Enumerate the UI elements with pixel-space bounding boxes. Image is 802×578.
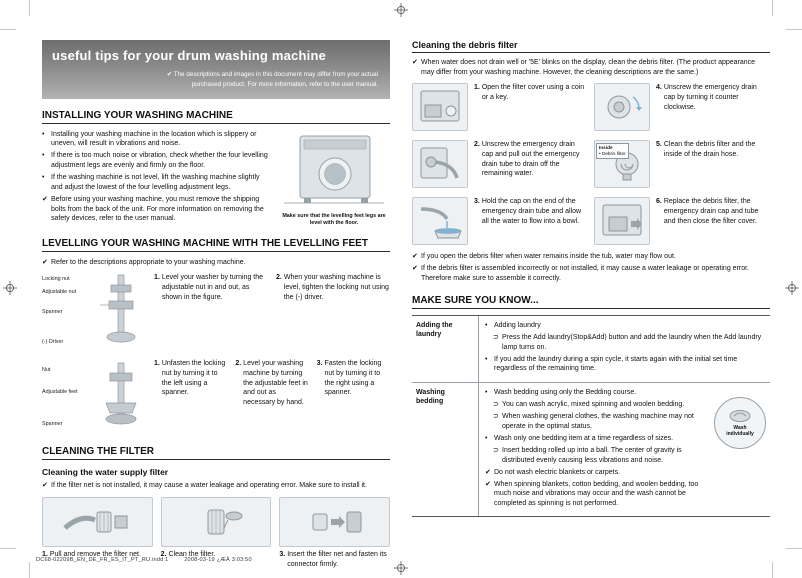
levelling-intro-text: Refer to the descriptions appropriate to your washing machine. bbox=[51, 258, 246, 266]
filter-note bbox=[42, 481, 390, 491]
step-number: 2. bbox=[235, 360, 242, 368]
step-text: Level your washing machine by turning the adjustable feet in and out as necessary by hand. bbox=[243, 360, 308, 406]
registration-mark-right bbox=[785, 281, 799, 295]
filter-step-2-illustration bbox=[161, 497, 272, 547]
list-item-text: Installing your washing machine in the location which is slippery or uneven, will result in vibrations and noise. bbox=[51, 130, 257, 148]
note-text: If the debris filter is assembled incorrectly or not installed, it may cause a water leakage or operating error. Therefore make sure to assemble it correctly. bbox=[421, 265, 749, 283]
footer-filename: DC68-02209B_EN_DE_FR_ES_IT_PT_RU.indd 1 bbox=[36, 557, 169, 563]
list-item bbox=[485, 468, 712, 478]
step bbox=[474, 140, 588, 188]
step-number: 2. bbox=[276, 274, 282, 282]
sub-bullet-marker: ⊃ bbox=[493, 400, 499, 408]
print-footer bbox=[36, 557, 266, 563]
row-content bbox=[479, 383, 770, 517]
drain-tube-illustration bbox=[415, 144, 465, 184]
step-number: 3. bbox=[474, 198, 480, 206]
row-label: Adding the laundry bbox=[412, 316, 479, 382]
unscrew-cap-illustration bbox=[597, 87, 647, 127]
washer-figure bbox=[278, 130, 390, 227]
list-item bbox=[485, 388, 712, 398]
sub-bullet-marker: ⊃ bbox=[493, 333, 499, 341]
registration-mark-bottom bbox=[394, 561, 408, 575]
list-item bbox=[493, 333, 764, 352]
check-mark-icon: ✔ bbox=[42, 258, 48, 266]
debris-step-5-illustration bbox=[594, 140, 650, 188]
replace-filter-illustration bbox=[597, 201, 647, 241]
debris-filter-label: • Debris filter bbox=[599, 151, 626, 157]
step bbox=[474, 197, 588, 245]
bullet-marker: • bbox=[42, 152, 45, 160]
page-title-banner bbox=[42, 40, 390, 99]
section-heading-make-sure: MAKE SURE YOU KNOW... bbox=[412, 295, 770, 309]
sub-bullet-marker: ⊃ bbox=[493, 446, 499, 454]
step-text: Open the filter cover using a coin or a key. bbox=[481, 84, 585, 101]
step-number: 2. bbox=[474, 141, 480, 149]
step-number: 1. bbox=[474, 84, 480, 92]
section-make-sure-you-know bbox=[412, 295, 770, 518]
step bbox=[474, 83, 588, 131]
inside-label: Inside bbox=[599, 145, 613, 151]
row-label: Washing bedding bbox=[412, 383, 479, 517]
hose-pull-illustration bbox=[61, 502, 133, 542]
list-item-text: Wash only one bedding item at a time regardless of sizes. bbox=[494, 434, 674, 442]
crop-mark bbox=[786, 29, 802, 30]
levelling-steps-b bbox=[154, 359, 390, 435]
debris-steps-grid bbox=[412, 83, 770, 245]
step-text: Replace the debris filter, the emergency drain cap and tube and then close the filter cover. bbox=[663, 198, 759, 225]
filter-insert-illustration bbox=[299, 502, 371, 542]
crop-mark bbox=[772, 0, 773, 16]
crop-mark bbox=[29, 0, 30, 16]
banner-note-line2: purchased product. For more information, refer to the user manual. bbox=[191, 80, 378, 88]
list-item-text: If there is too much noise or vibration, check whether the four levelling adjustment legs are evenly and firmly on the floor. bbox=[51, 152, 268, 169]
adjustable-foot-illustration bbox=[98, 359, 144, 435]
registration-mark-left bbox=[3, 281, 17, 295]
list-item bbox=[42, 151, 272, 170]
crop-mark bbox=[0, 29, 16, 30]
washer-figure-caption: Make sure that the levelling feet legs are level with the floor. bbox=[282, 212, 386, 226]
list-item-text: When spinning blankets, cotton bedding, and woolen bedding, too much noise and vibrations may occur and the wash cannot be completed as spinning is not performed. bbox=[494, 480, 699, 508]
step-text: Hold the cap on the end of the emergency drain tube and allow all the water to flow into a bowl. bbox=[481, 198, 582, 225]
inside-debris-label bbox=[596, 143, 629, 159]
step bbox=[279, 550, 390, 569]
check-mark-icon: ✔ bbox=[42, 195, 48, 203]
step-text: Level your washer by turning the adjustable nut in and out, as shown in the figure. bbox=[161, 274, 264, 301]
row-content bbox=[479, 316, 770, 382]
bullet-marker: • bbox=[485, 321, 488, 329]
section-levelling bbox=[42, 238, 390, 436]
left-column bbox=[42, 40, 390, 569]
levelling-block-b bbox=[42, 359, 390, 435]
note bbox=[412, 252, 770, 262]
know-table bbox=[412, 315, 770, 518]
list-item-text: Adding laundry bbox=[494, 321, 541, 329]
section-heading-levelling: LEVELLING YOUR WASHING MACHINE WITH THE LEVELLING FEET bbox=[42, 238, 390, 252]
check-mark-icon: ✔ bbox=[412, 59, 418, 66]
diagram-label: Nut bbox=[42, 367, 51, 374]
list-item bbox=[493, 412, 712, 431]
step bbox=[235, 359, 308, 407]
check-mark-icon: ✔ bbox=[485, 468, 491, 476]
list-item-text: When washing general clothes, the washing machine may not operate in the optimal status. bbox=[502, 412, 694, 430]
step-number: 3. bbox=[279, 550, 286, 558]
levelling-diagram-b bbox=[42, 359, 146, 435]
step-number: 3. bbox=[316, 360, 323, 368]
step bbox=[656, 140, 770, 188]
banner-note bbox=[42, 68, 390, 99]
list-item-text: If the washing machine is not level, lift the washing machine slightly and adjust the lowest of the four levelling adjustment legs. bbox=[51, 174, 260, 191]
diagram-label: Locking nut bbox=[42, 276, 70, 283]
step-text: Unscrew the emergency drain cap by turning it counter clockwise. bbox=[663, 84, 757, 111]
list-item bbox=[485, 480, 712, 509]
list-item-text: Wash bedding using only the Bedding course. bbox=[494, 388, 637, 396]
check-mark-icon: ✔ bbox=[412, 265, 418, 273]
step bbox=[317, 359, 390, 398]
list-item-text: Do not wash electric blankets or carpets. bbox=[494, 468, 621, 476]
badge-text: Wash individually bbox=[726, 424, 754, 437]
step-number: 4. bbox=[656, 84, 662, 92]
debris-note bbox=[412, 58, 770, 77]
step bbox=[154, 273, 268, 302]
drain-into-bowl-illustration bbox=[415, 201, 465, 241]
step-text: Clean the filter. bbox=[168, 550, 216, 558]
note-text: If you open the debris filter when water remains inside the tub, water may flow out. bbox=[421, 253, 676, 261]
bullet-marker: • bbox=[42, 130, 45, 138]
step-text: Unscrew the emergency drain cap and pull out the emergency drain tube to drain off the remaining water. bbox=[481, 141, 580, 178]
bullet-marker: • bbox=[42, 174, 45, 182]
debris-step-3-illustration bbox=[412, 197, 468, 245]
crop-mark bbox=[0, 548, 16, 549]
list-item-text: Insert bedding rolled up into a ball. The center of gravity is distributed evenly causing less vibrations and noise. bbox=[502, 446, 682, 464]
section-heading-cleaning-filter: CLEANING THE FILTER bbox=[42, 446, 390, 460]
debris-step-1-illustration bbox=[412, 83, 468, 131]
list-item bbox=[485, 355, 764, 374]
debris-note-text: When water does not drain well or '5E' blinks on the display, clean the debris filter. (The product appearance may differ from your washing machine. However, the cleaning descriptions are the same.) bbox=[421, 59, 756, 76]
step-number: 5. bbox=[656, 141, 662, 149]
crop-mark bbox=[29, 562, 30, 578]
filter-step-3-illustration bbox=[279, 497, 390, 547]
section-cleaning-filter bbox=[42, 446, 390, 569]
section-debris-filter bbox=[412, 40, 770, 284]
step-number: 1. bbox=[154, 274, 160, 282]
crop-mark bbox=[772, 562, 773, 578]
page-title: useful tips for your drum washing machine bbox=[52, 48, 327, 63]
bullet-marker: • bbox=[485, 434, 488, 442]
step-text: When your washing machine is level, tighten the locking nut using the (-) driver. bbox=[283, 274, 389, 301]
list-item bbox=[42, 195, 272, 224]
table-row bbox=[412, 316, 770, 383]
bedding-icon bbox=[728, 409, 752, 423]
wash-individually-badge bbox=[714, 397, 766, 449]
list-item bbox=[485, 434, 712, 444]
step bbox=[276, 273, 390, 302]
list-item bbox=[493, 400, 712, 410]
sub-bullet-marker: ⊃ bbox=[493, 412, 499, 420]
filter-clean-illustration bbox=[180, 502, 252, 542]
diagram-label: Adjustable feet bbox=[42, 389, 78, 396]
levelling-diagram-a bbox=[42, 273, 146, 349]
step-text: Pull and remove the filter net. bbox=[49, 550, 141, 558]
diagram-label: Spanner bbox=[42, 309, 63, 316]
step bbox=[656, 83, 770, 131]
step-text: Insert the filter net and fasten its connector firmly. bbox=[287, 550, 387, 568]
list-item bbox=[42, 130, 272, 149]
debris-step-6-illustration bbox=[594, 197, 650, 245]
heading-debris-filter: Cleaning the debris filter bbox=[412, 40, 770, 53]
diagram-label: Adjustable nut bbox=[42, 289, 77, 296]
list-item bbox=[42, 173, 272, 192]
subheading-water-supply-filter: Cleaning the water supply filter bbox=[42, 467, 169, 478]
filter-step bbox=[279, 497, 390, 569]
levelling-intro bbox=[42, 258, 390, 268]
debris-step-4-illustration bbox=[594, 83, 650, 131]
adjustable-leg-illustration bbox=[98, 273, 144, 349]
step-text: Fasten the locking nut by turning it to the right using a spanner. bbox=[324, 360, 382, 397]
list-item bbox=[485, 321, 764, 331]
step-number: 1. bbox=[154, 360, 160, 368]
registration-mark-top bbox=[394, 3, 408, 17]
crop-mark bbox=[786, 548, 802, 549]
diagram-label: (-) Driver bbox=[42, 339, 64, 346]
check-mark-icon: ✔ bbox=[485, 480, 491, 488]
footer-timestamp: 2008-03-19 ¿ÆÄ 3:03:50 bbox=[184, 557, 252, 563]
filter-step-1-illustration bbox=[42, 497, 153, 547]
list-item-text: If you add the laundry during a spin cycle, it starts again with the initial set time regardless of the remaining time. bbox=[494, 355, 738, 373]
levelling-block-a bbox=[42, 273, 390, 349]
debris-step-2-illustration bbox=[412, 140, 468, 188]
list-item-text: Before using your washing machine, you must remove the shipping bolts from the back of the unit. For more information on removing the safety devices, refer to the user manual. bbox=[51, 195, 264, 223]
step bbox=[154, 359, 227, 398]
installing-bullet-list bbox=[42, 130, 272, 227]
section-installing bbox=[42, 110, 390, 227]
note bbox=[412, 264, 770, 283]
step-text: Clean the debris filter and the inside of the drain hose. bbox=[663, 141, 756, 158]
levelling-steps-a bbox=[154, 273, 390, 349]
right-column bbox=[412, 40, 770, 517]
section-heading-installing: INSTALLING YOUR WASHING MACHINE bbox=[42, 110, 390, 124]
banner-note-line1: ✔ The descriptions and images in this document may differ from your actual bbox=[166, 71, 378, 78]
debris-notes bbox=[412, 252, 770, 283]
step-number: 2. bbox=[160, 550, 167, 558]
check-mark-icon: ✔ bbox=[412, 253, 418, 261]
washing-machine-illustration bbox=[282, 130, 386, 206]
list-item-text: Press the Add laundry(Stop&Add) button and add the laundry when the Add laundry lamp turns on. bbox=[502, 333, 762, 351]
step-number: 1. bbox=[42, 550, 48, 558]
list-item bbox=[493, 446, 712, 465]
step bbox=[656, 197, 770, 245]
list-item-text: You can wash acrylic, mixed spinning and woolen bedding. bbox=[502, 400, 685, 408]
table-row bbox=[412, 383, 770, 517]
bullet-marker: • bbox=[485, 355, 488, 363]
filter-note-text: If the filter net is not installed, it may cause a water leakage and operating error. Make sure to install it. bbox=[51, 482, 367, 490]
step-text: Unfasten the locking nut by turning it to the left using a spanner. bbox=[161, 360, 226, 397]
check-mark-icon: ✔ bbox=[42, 482, 48, 490]
diagram-label: Spanner bbox=[42, 421, 63, 428]
coin-open-illustration bbox=[415, 87, 465, 127]
bullet-marker: • bbox=[485, 388, 488, 396]
step-number: 6. bbox=[656, 198, 662, 206]
